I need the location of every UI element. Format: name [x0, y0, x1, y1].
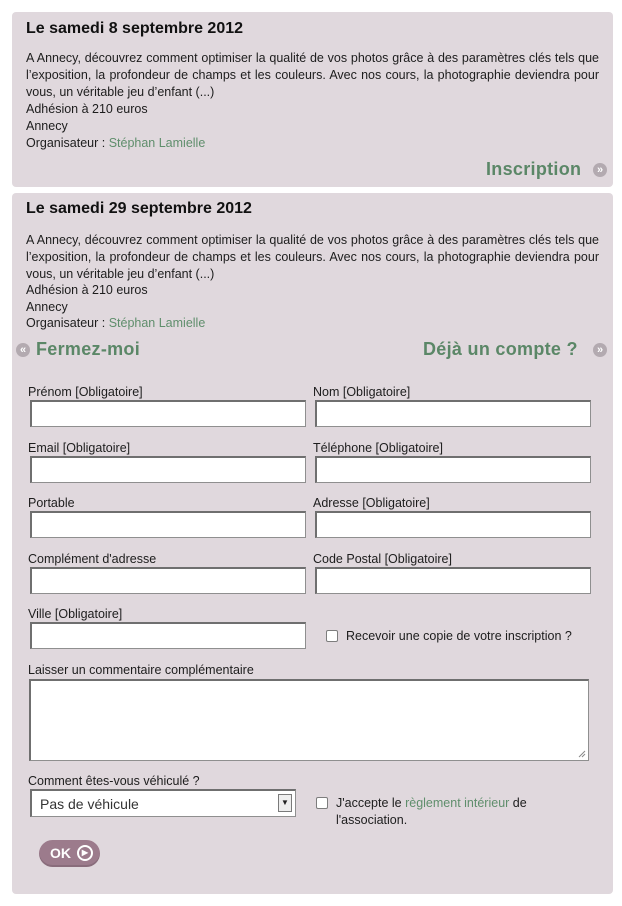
telephone-label: Téléphone [Obligatoire] — [313, 441, 443, 455]
copy-checkbox-label: Recevoir une copie de votre inscription ? — [346, 629, 572, 643]
adresse-label: Adresse [Obligatoire] — [313, 496, 430, 510]
accept-checkbox[interactable] — [316, 797, 328, 809]
close-link[interactable]: Fermez-moi — [36, 339, 141, 359]
email-input[interactable] — [30, 456, 306, 483]
organizer-label: Organisateur : — [26, 316, 109, 330]
ok-button[interactable] — [39, 840, 100, 867]
complement-input[interactable] — [30, 567, 306, 594]
event-description: A Annecy, découvrez comment optimiser la qualité de vos photos grâce à des paramètres clés tels que l’exposition, la profondeur de champs et les couleurs. Avec nos cours, la photographie deviendra pour vous, un véritable jeu d’enfant (...) — [26, 51, 599, 99]
event-price: Adhésion à 210 euros — [26, 283, 148, 297]
inscription-link[interactable]: Inscription — [486, 159, 582, 179]
vehicle-selected: Pas de véhicule — [40, 796, 139, 812]
nom-input[interactable] — [315, 400, 591, 427]
complement-label: Complément d'adresse — [28, 552, 157, 566]
ville-input[interactable] — [30, 622, 306, 649]
organizer-link[interactable]: Stéphan Lamielle — [108, 136, 206, 150]
accept-line2: l'association. — [336, 813, 408, 827]
chevron-right-icon[interactable]: » — [593, 343, 607, 357]
accept-text — [336, 795, 527, 829]
reglement-link[interactable]: règlement intérieur — [405, 796, 510, 810]
event-title: Le samedi 8 septembre 2012 — [26, 20, 244, 37]
event-title: Le samedi 29 septembre 2012 — [26, 200, 252, 217]
dropdown-arrow-icon[interactable]: ▼ — [278, 794, 292, 812]
ville-label: Ville [Obligatoire] — [28, 607, 123, 621]
event-card-1 — [12, 12, 613, 187]
account-link[interactable]: Déjà un compte ? — [423, 339, 578, 359]
event-city: Annecy — [26, 119, 68, 133]
chevron-right-icon[interactable]: » — [593, 163, 607, 177]
portable-input[interactable] — [30, 511, 306, 538]
accept-suffix: de — [509, 796, 527, 810]
nom-label: Nom [Obligatoire] — [313, 385, 411, 399]
comment-textarea[interactable] — [29, 679, 589, 761]
resize-grip-icon[interactable] — [577, 749, 586, 758]
event-description: A Annecy, découvrez comment optimiser la qualité de vos photos grâce à des paramètres clés tels que l’exposition, la profondeur de champs et les couleurs. Avec nos cours, la photographie deviendra pour vous, un véritable jeu d’enfant (...) — [26, 233, 599, 281]
event-price: Adhésion à 210 euros — [26, 102, 148, 116]
accept-prefix: J'accepte le — [336, 796, 406, 810]
vehicle-select[interactable] — [30, 789, 296, 817]
play-circle-icon: ▶ — [77, 845, 93, 861]
comment-label: Laisser un commentaire complémentaire — [28, 663, 254, 677]
vehicle-label: Comment êtes-vous véhiculé ? — [28, 774, 200, 788]
organizer-label: Organisateur : — [26, 136, 109, 150]
chevron-left-icon[interactable]: « — [16, 343, 30, 357]
prenom-input[interactable] — [30, 400, 306, 427]
adresse-input[interactable] — [315, 511, 591, 538]
event-organizer — [26, 315, 205, 332]
event-card-2 — [12, 193, 613, 894]
portable-label: Portable — [28, 496, 75, 510]
email-label: Email [Obligatoire] — [28, 441, 131, 455]
event-city: Annecy — [26, 300, 68, 314]
event-organizer — [26, 135, 205, 152]
copy-checkbox[interactable] — [326, 630, 338, 642]
code-postal-input[interactable] — [315, 567, 591, 594]
organizer-link[interactable]: Stéphan Lamielle — [108, 316, 206, 330]
telephone-input[interactable] — [315, 456, 591, 483]
ok-label: OK — [50, 845, 71, 861]
prenom-label: Prénom [Obligatoire] — [28, 385, 143, 399]
code-postal-label: Code Postal [Obligatoire] — [313, 552, 452, 566]
